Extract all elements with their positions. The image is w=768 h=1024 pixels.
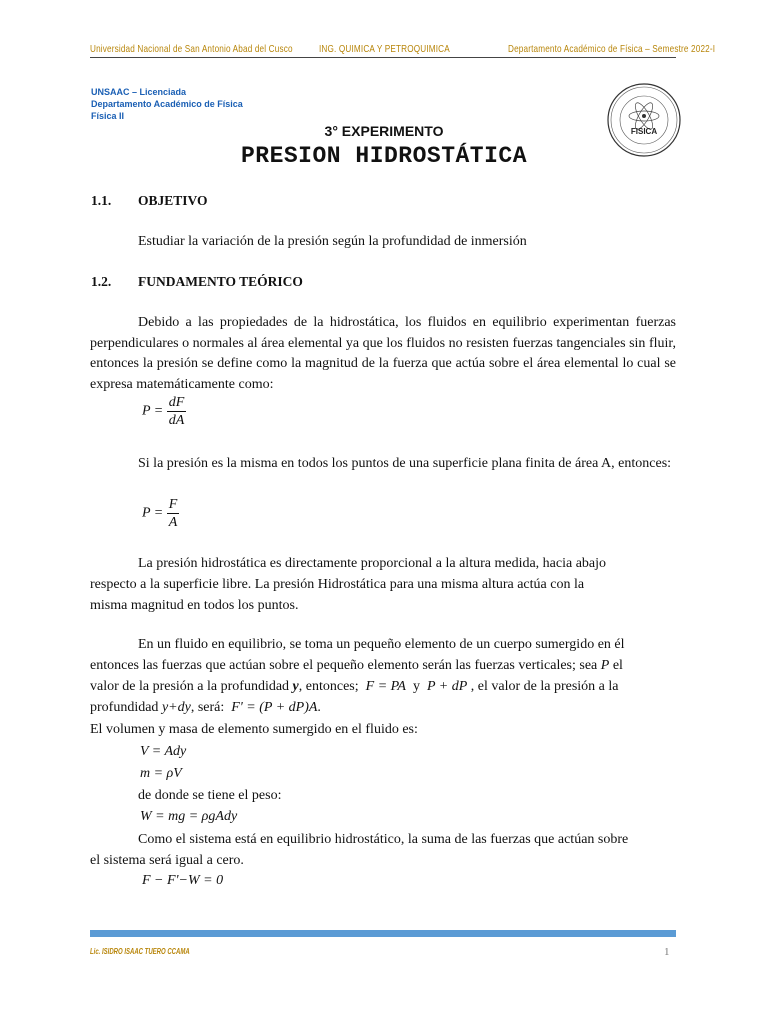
footer-bar [90,930,676,937]
institution-line-1: UNSAAC – Licenciada [91,87,187,97]
text-run: valor de la presión a la profundidad [90,679,290,694]
paragraph-weight-intro: de donde se tiene el peso: [138,788,282,803]
header-rule [90,57,676,58]
text-run: y [412,679,420,694]
paragraph-equilibrium-line-1: Como el sistema está en equilibrio hidrostático, la suma de las fuerzas que actúan sobre [138,832,629,847]
institution-line-3: Física II [91,111,125,121]
section-number-fundamentals: 1.2. [91,274,112,289]
text-run: , será: [190,700,225,715]
text-run: , entonces; [298,679,359,694]
equation-pressure-differential [142,394,186,429]
text-run: entonces las fuerzas que actúan sobre el pequeño elemento serán las fuerzas verticales; sea [90,658,598,673]
text-run: profundidad [90,700,159,715]
experiment-subtitle: 3° EXPERIMENTO [324,123,444,139]
fraction [167,394,187,429]
paragraph-text: Si la presión es la misma en todos los puntos de una superficie plana finita de área A, entonces: [138,456,672,471]
paragraph-pressure-definition [90,313,676,395]
fraction-numerator: dF [168,395,185,410]
text-run: . [317,700,321,715]
institution-line-2: Departamento Académico de Física [91,99,243,109]
variable-p: P [600,658,610,673]
page-number: 1 [664,946,670,958]
paragraph-hydrostatic-line-2: respecto a la superficie libre. La presión Hidrostática para una misma altura actúa con la [90,577,585,592]
header-center-text: ING. QUIMICA Y PETROQUIMICA [319,43,450,55]
equation-lhs: P = [142,505,164,521]
fraction-denominator: dA [168,413,185,428]
paragraph-equilibrium-line-2: el sistema será igual a cero. [90,853,244,868]
text-run: el [612,658,623,673]
paragraph-element-line-1: En un fluido en equilibrio, se toma un pequeño elemento de un cuerpo sumergido en él [138,637,625,652]
objective-text: Estudiar la variación de la presión según la profundidad de inmersión [138,234,527,249]
paragraph-hydrostatic-line-1: La presión hidrostática es directamente proporcional a la altura medida, hacia abajo [138,556,607,571]
footer-author: Lic. ISIDRO ISAAC TUERO CCAMA [90,947,190,956]
page-title: PRESION HIDROSTÁTICA [240,143,528,169]
section-number-objective: 1.1. [91,193,112,208]
equation-weight: W = mg = ρgAdy [140,809,238,824]
equation-mass: m = ρV [140,766,182,781]
fraction-denominator: A [168,515,178,530]
section-title-fundamentals: FUNDAMENTO TEÓRICO [138,274,303,289]
fraction-numerator: F [168,497,178,512]
equation-pressure-ratio [142,496,179,531]
header-left-text: Universidad Nacional de San Antonio Abad del Cusco [90,43,293,55]
variable-depth: y+dy [161,700,191,715]
paragraph-volume-mass: El volumen y masa de elemento sumergido en el fluido es: [90,722,418,737]
equation-lhs: P = [142,403,164,419]
equation-volume: V = Ady [140,744,187,759]
text-run: , el valor de la presión a la [470,679,619,694]
variable-y: y [292,679,299,694]
fraction [167,496,180,531]
paragraph-element-line-4 [90,700,321,716]
header-right-text: Departamento Académico de Física – Semestre 2022-I [508,43,716,55]
equation-force-balance: F − F'−W = 0 [142,873,224,888]
paragraph-hydrostatic-line-3: misma magnitud en todos los puntos. [90,598,299,613]
inline-equation-pressure: P + dP [426,679,468,694]
paragraph-uniform-pressure [90,454,676,475]
seal-label: FISICA [630,127,658,136]
paragraph-element-line-2 [90,658,623,674]
paragraph-text: Debido a las propiedades de la hidrostática, los fluidos en equilibrio experimentan fuerzas perpendiculares o normales al área elemental ya que los fluidos no resisten fuerzas tangenciales sin fluir, entonces la presión se define como la magnitud de la fuerza que actúa sobre el área elemental lo cual se expresa matemáticamente como: [90,315,676,392]
inline-equation-force: F = PA [365,679,406,694]
section-title-objective: OBJETIVO [138,193,208,208]
paragraph-element-line-3 [90,679,618,695]
inline-equation-force-prime: F' = (P + dP)A [231,700,318,715]
